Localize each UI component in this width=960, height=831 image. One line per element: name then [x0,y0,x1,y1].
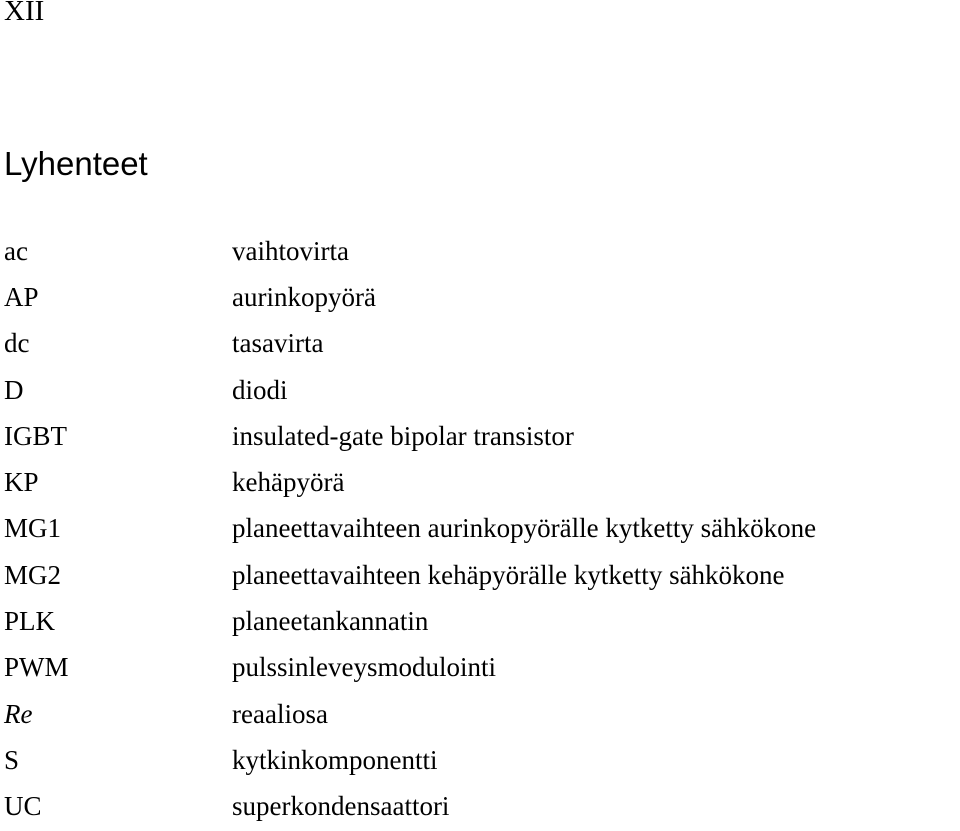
abbreviation-row [4,598,960,644]
abbreviation-row [4,784,960,830]
abbreviation-row [4,645,960,691]
abbreviation-term: dc [4,328,30,359]
abbreviation-definition: kehäpyörä [232,467,345,498]
abbreviation-row [4,506,960,552]
abbreviation-row [4,691,960,737]
abbreviation-row [4,413,960,459]
abbreviation-definition: kytkinkomponentti [232,744,438,775]
abbreviation-definition: planeetankannatin [232,606,429,637]
abbreviation-term: ac [4,235,28,266]
abbreviation-definition: pulssinleveysmodulointi [232,652,497,683]
abbreviation-definition: aurinkopyörä [232,281,376,312]
abbreviation-definition: vaihtovirta [232,235,349,266]
abbreviation-definition: superkondensaattori [232,791,450,822]
abbreviation-term: MG1 [4,513,62,544]
abbreviation-row [4,367,960,413]
abbreviation-definition: reaaliosa [232,698,328,729]
abbreviation-term: S [4,744,20,775]
section-heading: Lyhenteet [4,145,148,182]
abbreviation-row [4,552,960,598]
abbreviation-term: PLK [4,606,56,637]
abbreviation-term: UC [4,791,42,822]
abbreviation-list [4,228,960,830]
abbreviation-row [4,737,960,783]
abbreviation-term: PWM [4,652,69,683]
page-number: XII [4,0,45,27]
abbreviation-term: Re [4,698,33,729]
abbreviation-term: MG2 [4,559,62,590]
abbreviation-definition: tasavirta [232,328,324,359]
abbreviation-row [4,274,960,320]
abbreviation-term: IGBT [4,420,67,451]
abbreviation-definition: planeettavaihteen kehäpyörälle kytketty sähkökone [232,559,785,590]
abbreviation-row [4,228,960,274]
abbreviation-definition: insulated-gate bipolar transistor [232,420,574,451]
abbreviation-definition: diodi [232,374,288,405]
abbreviation-term: D [4,374,24,405]
abbreviation-term: AP [4,281,39,312]
abbreviation-row [4,321,960,367]
abbreviation-definition: planeettavaihteen aurinkopyörälle kytketty sähkökone [232,513,817,544]
abbreviation-term: KP [4,467,39,498]
abbreviation-row [4,459,960,505]
